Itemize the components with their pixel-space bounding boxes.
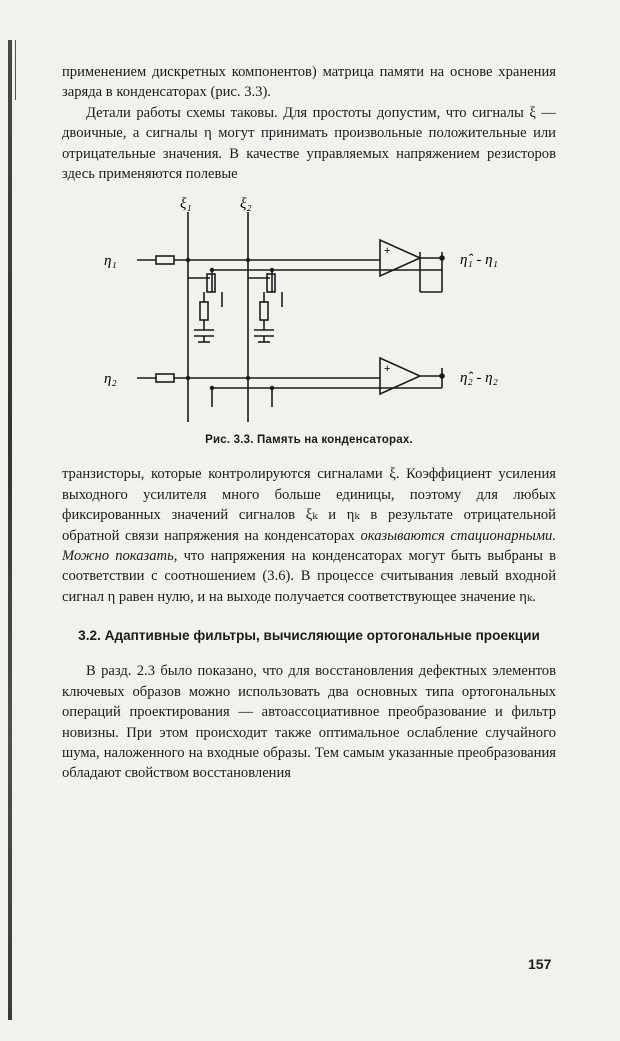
section-heading: 3.2. Адаптивные фильтры, вычисляющие ортогональные проекции [78,628,540,644]
label-output1: η̂₁ - η₁ [460,252,498,269]
opamp1-plus: + [384,245,391,258]
scan-binding-edge [8,40,12,1020]
paragraph-circuit-details: Детали работы схемы таковы. Для простоты допустим, что сигналы ξ — двоичные, а сигналы η могут принимать произвольные положительные или отрицательные значения. В качестве управляемых напряжением резисторов здесь применяются полевые [62,104,556,183]
figure-capacitor-memory [62,192,556,428]
input-resistor-1 [156,256,174,264]
paragraph-section-body: В разд. 2.3 было показано, что для восстановления дефектных элементов ключевых образов можно использовать два основных типа ортогональных операций проектирования — автоассоциативное преобразование и фильтр новизны. При этом происходит также оптимальное ослабление случайного шума, наложенного на входные образы. Тем самым указанные преобразования обладают свойством восстановления [62,663,556,782]
label-output2: η̂₂ - η₂ [460,370,498,387]
label-xi2: ξ₂ [240,196,252,213]
input-resistor-2 [156,374,174,382]
paragraph-transistors-part1: транзисторы, которые контролируются сигналами ξ. Коэффициент усиления выходного усилителя много больше единицы, поэтому для любых фиксированных значений сигналов ξₖ и ηₖ в результате отрицательной обратной связи напряжения на конденсаторах [62,466,556,544]
scan-binding-mark [15,40,16,100]
label-xi1: ξ₁ [180,196,192,213]
page-number: 157 [528,956,552,972]
label-eta2: η₂ [104,371,117,388]
figure-caption: Рис. 3.3. Память на конденсаторах. [205,434,413,447]
circuit-diagram [62,192,556,428]
paragraph-transistors-italic: оказываются стационарными. Можно показать, [62,527,556,565]
opamp2-plus: + [384,363,391,376]
page-content [62,62,556,784]
label-eta1: η₁ [104,253,117,270]
paragraph-transistors [62,464,556,607]
paragraph-continuation: применением дискретных компонентов) матрица памяти на основе хранения заряда в конденсаторах (рис. 3.3). [62,64,556,101]
paragraph-transistors-part2: что напряжения на конденсаторах могут быть выбраны в соответствии с соотношением (3.6). В процессе считывания левый входной сигнал η равен нулю, и на выходе получается соответствующее значение ηₖ. [62,548,556,605]
